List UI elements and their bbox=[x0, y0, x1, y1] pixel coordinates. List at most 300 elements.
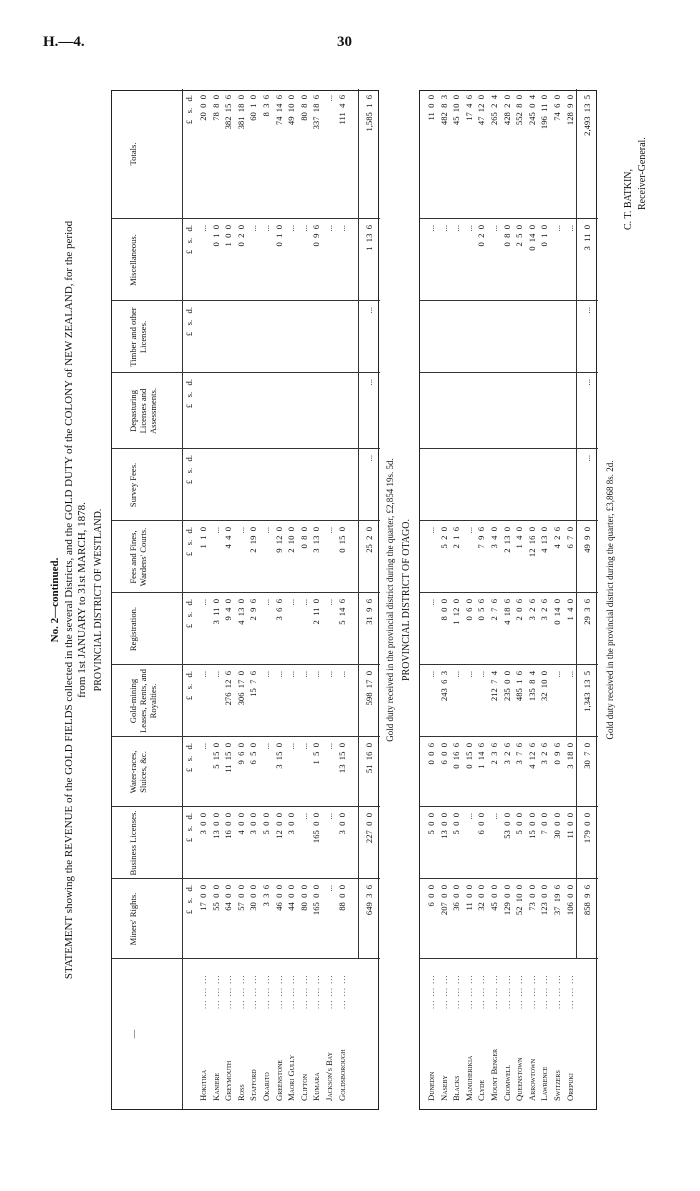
cell-value: 32 10 0 bbox=[539, 671, 550, 702]
cell-value: ... bbox=[210, 527, 221, 534]
cell-value: 11 15 0 bbox=[223, 743, 234, 773]
column-header: Fees and Fines, Wardens' Courts. bbox=[128, 527, 148, 587]
cell-value: ... bbox=[552, 671, 562, 678]
units-label: £ s. d. bbox=[184, 671, 194, 701]
cell-value: 13 15 0 bbox=[336, 743, 347, 774]
cell-value: ... bbox=[261, 671, 271, 678]
leader-dots: ... ... ... bbox=[324, 974, 334, 1009]
cell-value: 128 9 0 bbox=[564, 95, 575, 126]
cell-value: 1 5 0 bbox=[311, 743, 322, 765]
cell-value: ... bbox=[324, 527, 334, 534]
leader-dots: ... ... ... bbox=[526, 974, 537, 1009]
table-row bbox=[248, 89, 258, 1109]
total-value: 227 0 0 bbox=[364, 813, 374, 844]
row-district-name: Kaniere bbox=[210, 1072, 221, 1101]
cell-value: ... bbox=[324, 743, 334, 750]
cell-value: ... bbox=[298, 743, 309, 750]
cell-value: 8 0 0 bbox=[438, 599, 449, 621]
column-header: Survey Fees. bbox=[128, 462, 138, 508]
total-value: 51 16 0 bbox=[364, 743, 374, 774]
cell-value: 2 1 6 bbox=[451, 527, 462, 549]
cell-value: 4 18 6 bbox=[501, 599, 512, 625]
cell-value: 5 14 6 bbox=[336, 599, 347, 625]
cell-value: ... bbox=[235, 527, 246, 534]
cell-value: 6 7 0 bbox=[564, 527, 575, 549]
cell-value: 4 12 6 bbox=[526, 743, 537, 769]
table-row bbox=[464, 89, 474, 1109]
cell-value: 2 19 0 bbox=[248, 527, 259, 553]
cell-value: 0 2 0 bbox=[476, 225, 487, 247]
cell-value: 2 5 0 bbox=[514, 225, 525, 247]
cell-value: 212 7 4 bbox=[489, 671, 499, 702]
cell-value: 11 0 0 bbox=[564, 813, 575, 839]
cell-value: 52 10 0 bbox=[514, 885, 525, 916]
cell-value: 3 2 6 bbox=[501, 743, 512, 765]
total-value: 1 13 6 bbox=[364, 225, 374, 251]
cell-value: 37 19 6 bbox=[552, 885, 562, 916]
cell-value: 1 1 0 bbox=[198, 527, 208, 549]
cell-value: 13 0 0 bbox=[210, 813, 221, 839]
cell-value: 135 8 4 bbox=[526, 671, 537, 702]
cell-value: ... bbox=[198, 671, 208, 678]
row-district-name: Clyde bbox=[476, 1079, 487, 1101]
cell-value: ... bbox=[336, 671, 347, 678]
cell-value: 11 0 0 bbox=[426, 95, 436, 121]
units-label: £ s. d. bbox=[184, 95, 194, 125]
column-header: Depasturing Licenses and Assessments. bbox=[128, 387, 158, 435]
total-value: 1,343 13 5 bbox=[582, 671, 592, 712]
row-district-name: Naseby bbox=[438, 1075, 449, 1101]
cell-value: 3 6 6 bbox=[273, 599, 284, 621]
table-row bbox=[198, 89, 208, 1109]
cell-value: 0 9 6 bbox=[311, 225, 322, 247]
cell-value: 0 2 0 bbox=[235, 225, 246, 247]
total-value: ... bbox=[364, 379, 374, 386]
leader-dots: ... ... ... bbox=[210, 974, 221, 1009]
leader-dots: ... ... ... bbox=[501, 974, 512, 1009]
table-row bbox=[565, 89, 575, 1109]
cell-value: 4 4 0 bbox=[223, 527, 234, 549]
totals-row bbox=[582, 89, 592, 1109]
cell-value: ... bbox=[463, 671, 474, 678]
leader-dots: ... ... ... bbox=[286, 974, 297, 1009]
cell-value: 45 0 0 bbox=[489, 885, 499, 911]
cell-value: 7 9 6 bbox=[476, 527, 487, 549]
leader-dots: ... ... ... bbox=[298, 974, 309, 1009]
cell-value: 5 15 0 bbox=[210, 743, 221, 769]
cell-value: ... bbox=[438, 225, 449, 232]
cell-value: 129 0 0 bbox=[501, 885, 512, 916]
cell-value: ... bbox=[463, 225, 474, 232]
cell-value: 485 1 6 bbox=[514, 671, 525, 702]
page-header-left: H.—4. bbox=[43, 34, 85, 50]
cell-value: 13 0 0 bbox=[438, 813, 449, 839]
cell-value: ... bbox=[324, 95, 334, 102]
leader-dots: ... ... ... bbox=[223, 974, 234, 1009]
otago-title: PROVINCIAL DISTRICT OF OTAGO. bbox=[401, 519, 412, 681]
cell-value: 2 9 6 bbox=[248, 599, 259, 621]
cell-value: 78 8 0 bbox=[210, 95, 221, 121]
leader-dots: ... ... ... bbox=[552, 974, 562, 1009]
cell-value: 3 0 0 bbox=[336, 813, 347, 835]
cell-value: 245 0 4 bbox=[526, 95, 537, 126]
table-row bbox=[426, 89, 436, 1109]
cell-value: ... bbox=[463, 527, 474, 534]
cell-value: 382 15 6 bbox=[223, 95, 234, 130]
units-label: £ s. d. bbox=[184, 599, 194, 629]
cell-value: 0 14 0 bbox=[526, 225, 537, 251]
cell-value: 5 2 0 bbox=[438, 527, 449, 549]
cell-value: 55 0 0 bbox=[210, 885, 221, 911]
cell-value: 20 0 0 bbox=[198, 95, 208, 121]
cell-value: 1 14 6 bbox=[476, 743, 487, 769]
row-district-name: Ross bbox=[235, 1084, 246, 1101]
row-district-name: Maori Gully bbox=[286, 1054, 297, 1101]
cell-value: 12 0 0 bbox=[273, 813, 284, 839]
cell-value: 1 4 0 bbox=[514, 527, 525, 549]
westland-gold-duty: Gold duty received in the provincial district during the quarter, £2,854 19s. 5d. bbox=[385, 458, 395, 742]
total-value: 649 3 6 bbox=[364, 885, 374, 916]
cell-value: 207 0 0 bbox=[438, 885, 449, 916]
cell-value: 2 7 6 bbox=[489, 599, 499, 621]
cell-value: 0 8 0 bbox=[501, 225, 512, 247]
cell-value: 3 7 6 bbox=[514, 743, 525, 765]
total-value: 31 9 6 bbox=[364, 599, 374, 625]
cell-value: ... bbox=[552, 225, 562, 232]
units-label: £ s. d. bbox=[184, 885, 194, 915]
leader-dots: ... ... ... bbox=[514, 974, 525, 1009]
total-value: 179 0 0 bbox=[582, 813, 592, 844]
cell-value: ... bbox=[451, 671, 462, 678]
cell-value: 15 0 0 bbox=[526, 813, 537, 839]
cell-value: 3 0 0 bbox=[248, 813, 259, 835]
cell-value: 0 15 0 bbox=[336, 527, 347, 553]
cell-value: 36 0 0 bbox=[451, 885, 462, 911]
totals-row bbox=[364, 89, 374, 1109]
leader-dots: ... ... ... bbox=[539, 974, 550, 1009]
cell-value: 5 0 0 bbox=[261, 813, 271, 835]
cell-value: 0 5 6 bbox=[476, 599, 487, 621]
cell-value: 6 0 0 bbox=[426, 885, 436, 907]
units-label: £ s. d. bbox=[184, 813, 194, 843]
row-district-name: Lawrence bbox=[539, 1066, 550, 1101]
cell-value: 4 13 0 bbox=[235, 599, 246, 625]
cell-value: ... bbox=[198, 743, 208, 750]
cell-value: ... bbox=[261, 527, 271, 534]
cell-value: 106 0 0 bbox=[564, 885, 575, 916]
cell-value: 3 11 0 bbox=[210, 599, 221, 625]
cell-value: 265 2 4 bbox=[489, 95, 499, 126]
total-value: ... bbox=[582, 307, 592, 314]
leader-dots: ... ... ... bbox=[489, 974, 499, 1009]
cell-value: ... bbox=[324, 225, 334, 232]
cell-value: 0 1 0 bbox=[539, 225, 550, 247]
table-row bbox=[489, 89, 499, 1109]
cell-value: 4 0 0 bbox=[235, 813, 246, 835]
cell-value: ... bbox=[489, 225, 499, 232]
cell-value: 74 14 6 bbox=[273, 95, 284, 126]
cell-value: 80 8 0 bbox=[298, 95, 309, 121]
leader-dots: ... ... ... bbox=[451, 974, 462, 1009]
table-row bbox=[451, 89, 461, 1109]
cell-value: ... bbox=[261, 743, 271, 750]
cell-value: 196 11 0 bbox=[539, 95, 550, 130]
cell-value: 2 13 0 bbox=[501, 527, 512, 553]
statement-title-line2: from 1st JANUARY to 31st MARCH, 1878. bbox=[76, 502, 88, 698]
leader-dots: ... ... ... bbox=[273, 974, 284, 1009]
units-label: £ s. d. bbox=[184, 225, 194, 255]
column-header: Registration. bbox=[128, 606, 138, 652]
cell-value: 60 1 0 bbox=[248, 95, 259, 121]
table-row bbox=[514, 89, 524, 1109]
cell-value: 428 2 0 bbox=[501, 95, 512, 126]
table-row bbox=[211, 89, 221, 1109]
table-row bbox=[324, 89, 334, 1109]
cell-value: ... bbox=[286, 225, 297, 232]
row-district-name: Greymouth bbox=[223, 1060, 234, 1101]
cell-value: 0 1 0 bbox=[273, 225, 284, 247]
cell-value: ... bbox=[248, 225, 259, 232]
column-header: — bbox=[128, 1029, 138, 1039]
cell-value: 337 18 6 bbox=[311, 95, 322, 130]
total-value: 49 9 0 bbox=[582, 527, 592, 553]
row-district-name: Okarito bbox=[261, 1072, 271, 1101]
units-label: £ s. d. bbox=[184, 307, 194, 337]
leader-dots: ... ... ... bbox=[476, 974, 487, 1009]
units-label: £ s. d. bbox=[184, 527, 194, 557]
table-row bbox=[502, 89, 512, 1109]
row-district-name: Kumara bbox=[311, 1072, 322, 1101]
cell-value: 3 2 6 bbox=[539, 743, 550, 765]
cell-value: 3 15 0 bbox=[273, 743, 284, 769]
leader-dots: ... ... ... bbox=[198, 974, 208, 1009]
cell-value: 0 15 0 bbox=[463, 743, 474, 769]
cell-value: 3 0 0 bbox=[286, 813, 297, 835]
signature-title: Receiver-General. bbox=[637, 137, 648, 210]
total-value: 25 2 0 bbox=[364, 527, 374, 553]
cell-value: ... bbox=[311, 671, 322, 678]
cell-value: 6 0 0 bbox=[438, 743, 449, 765]
total-value: 2,493 13 5 bbox=[582, 95, 592, 136]
table-row bbox=[261, 89, 271, 1109]
row-district-name: Goldsborough bbox=[336, 1049, 347, 1101]
row-district-name: Clifton bbox=[298, 1074, 309, 1101]
table-row bbox=[274, 89, 284, 1109]
table-row bbox=[286, 89, 296, 1109]
westland-table bbox=[111, 90, 379, 1110]
table-number: No. 2—continued. bbox=[49, 557, 61, 643]
total-value: ... bbox=[582, 379, 592, 386]
cell-value: 32 0 0 bbox=[476, 885, 487, 911]
cell-value: ... bbox=[564, 671, 575, 678]
cell-value: 64 0 0 bbox=[223, 885, 234, 911]
table-row bbox=[299, 89, 309, 1109]
cell-value: ... bbox=[426, 527, 436, 534]
otago-gold-duty: Gold duty received in the provincial district during the quarter, £3,868 8s. 2d. bbox=[605, 460, 615, 740]
row-district-name: Arrowtown bbox=[526, 1058, 537, 1101]
column-header: Miscellaneous. bbox=[128, 234, 138, 286]
cell-value: ... bbox=[564, 225, 575, 232]
cell-value: 9 12 0 bbox=[273, 527, 284, 553]
cell-value: ... bbox=[324, 671, 334, 678]
table-row bbox=[527, 89, 537, 1109]
total-value: ... bbox=[582, 455, 592, 462]
row-district-name: Blacks bbox=[451, 1075, 462, 1101]
row-district-name: Switzers bbox=[552, 1070, 562, 1101]
cell-value: ... bbox=[298, 225, 309, 232]
cell-value: 0 14 0 bbox=[552, 599, 562, 625]
table-row bbox=[439, 89, 449, 1109]
units-label: £ s. d. bbox=[184, 455, 194, 485]
cell-value: ... bbox=[476, 671, 487, 678]
cell-value: 0 16 6 bbox=[451, 743, 462, 769]
cell-value: ... bbox=[298, 671, 309, 678]
table-row bbox=[311, 89, 321, 1109]
cell-value: 1 4 0 bbox=[564, 599, 575, 621]
row-district-name: Manuherikia bbox=[463, 1055, 474, 1101]
table-row bbox=[337, 89, 347, 1109]
total-value: 598 17 0 bbox=[364, 671, 374, 706]
cell-value: 74 6 0 bbox=[552, 95, 562, 121]
cell-value: 0 9 6 bbox=[552, 743, 562, 765]
cell-value: 8 3 6 bbox=[261, 95, 271, 117]
cell-value: ... bbox=[286, 743, 297, 750]
cell-value: 0 1 0 bbox=[210, 225, 221, 247]
rotated-table-page bbox=[45, 90, 665, 1110]
total-value: ... bbox=[364, 307, 374, 314]
units-label: £ s. d. bbox=[184, 379, 194, 409]
cell-value: ... bbox=[198, 225, 208, 232]
leader-dots: ... ... ... bbox=[564, 974, 575, 1009]
column-header: Timber and other Licenses. bbox=[128, 307, 148, 367]
cell-value: 53 0 0 bbox=[501, 813, 512, 839]
cell-value: ... bbox=[324, 813, 334, 820]
cell-value: ... bbox=[286, 671, 297, 678]
cell-value: ... bbox=[426, 225, 436, 232]
page-number: 30 bbox=[337, 34, 352, 50]
table-row bbox=[539, 89, 549, 1109]
cell-value: 17 4 6 bbox=[463, 95, 474, 121]
cell-value: ... bbox=[261, 599, 271, 606]
cell-value: 4 2 6 bbox=[552, 527, 562, 549]
row-district-name: Dunedin bbox=[426, 1071, 436, 1101]
cell-value: 88 0 0 bbox=[336, 885, 347, 911]
total-value: 30 7 0 bbox=[582, 743, 592, 769]
leader-dots: ... ... ... bbox=[463, 974, 474, 1009]
cell-value: 3 0 0 bbox=[198, 813, 208, 835]
table-row bbox=[236, 89, 246, 1109]
cell-value: 46 0 0 bbox=[273, 885, 284, 911]
row-district-name: Hokitika bbox=[198, 1069, 208, 1101]
cell-value: 57 0 0 bbox=[235, 885, 246, 911]
cell-value: 80 0 0 bbox=[298, 885, 309, 911]
table-row bbox=[223, 89, 233, 1109]
cell-value: 0 8 0 bbox=[298, 527, 309, 549]
cell-value: ... bbox=[210, 671, 221, 678]
cell-value: ... bbox=[198, 599, 208, 606]
cell-value: ... bbox=[336, 225, 347, 232]
column-header: Gold-mining Leases, Rents, and Royalties. bbox=[128, 669, 158, 733]
leader-dots: ... ... ... bbox=[248, 974, 259, 1009]
leader-dots: ... ... ... bbox=[438, 974, 449, 1009]
cell-value: 306 17 0 bbox=[235, 671, 246, 706]
leader-dots: ... ... ... bbox=[311, 974, 322, 1009]
cell-value: 11 0 0 bbox=[463, 885, 474, 911]
total-value: 858 9 6 bbox=[582, 885, 592, 916]
cell-value: ... bbox=[451, 225, 462, 232]
cell-value: ... bbox=[273, 671, 284, 678]
cell-value: ... bbox=[489, 813, 499, 820]
cell-value: 4 13 0 bbox=[539, 527, 550, 553]
column-header: Miners' Rights. bbox=[128, 892, 138, 946]
row-district-name: Greenstone bbox=[273, 1059, 284, 1101]
cell-value: 5 0 0 bbox=[426, 813, 436, 835]
cell-value: ... bbox=[261, 225, 271, 232]
table-row bbox=[476, 89, 486, 1109]
total-value: 1,585 1 6 bbox=[364, 95, 374, 132]
cell-value: ... bbox=[324, 885, 334, 892]
cell-value: ... bbox=[426, 599, 436, 606]
cell-value: 5 0 0 bbox=[514, 813, 525, 835]
header-rule bbox=[182, 89, 183, 1109]
cell-value: 1 12 0 bbox=[451, 599, 462, 625]
cell-value: 30 0 0 bbox=[248, 885, 259, 911]
row-district-name: Queenstown bbox=[514, 1057, 525, 1101]
otago-table bbox=[419, 90, 597, 1110]
total-value: ... bbox=[364, 455, 374, 462]
row-district-name: Stafford bbox=[248, 1069, 259, 1101]
units-label: £ s. d. bbox=[184, 743, 194, 773]
cell-value: 45 10 0 bbox=[451, 95, 462, 126]
cell-value: 9 4 0 bbox=[223, 599, 234, 621]
cell-value: 12 16 0 bbox=[526, 527, 537, 558]
cell-value: 0 6 0 bbox=[463, 599, 474, 621]
cell-value: 1 0 0 bbox=[223, 225, 234, 247]
cell-value: 482 8 3 bbox=[438, 95, 449, 126]
row-district-name: Orepuki bbox=[564, 1073, 575, 1101]
totals-rule bbox=[576, 89, 577, 959]
cell-value: 16 0 0 bbox=[223, 813, 234, 839]
cell-value: 3 2 6 bbox=[526, 599, 537, 621]
cell-value: 7 0 0 bbox=[539, 813, 550, 835]
table-row bbox=[552, 89, 562, 1109]
statement-title-line1: STATEMENT showing the REVENUE of the GOLD FIELDS collected in the several Districts, and the GOLD DUTY of the COLONY of NEW ZEALAND, for the period bbox=[63, 220, 75, 980]
cell-value: 3 13 0 bbox=[311, 527, 322, 553]
cell-value: 2 11 0 bbox=[311, 599, 322, 625]
column-header: Business Licenses. bbox=[128, 810, 138, 876]
cell-value: 15 7 6 bbox=[248, 671, 259, 697]
cell-value: 111 4 6 bbox=[336, 95, 347, 125]
cell-value: 243 6 3 bbox=[438, 671, 449, 702]
column-header: Water-races, Sluices, &c. bbox=[128, 750, 148, 794]
cell-value: 123 0 0 bbox=[539, 885, 550, 916]
leader-dots: ... ... ... bbox=[261, 974, 271, 1009]
westland-title: PROVINCIAL DISTRICT OF WESTLAND. bbox=[93, 508, 104, 692]
row-district-name: Mount Benger bbox=[489, 1048, 499, 1101]
cell-value: 2 10 0 bbox=[286, 527, 297, 553]
totals-rule bbox=[358, 89, 359, 959]
cell-value: 49 10 0 bbox=[286, 95, 297, 126]
cell-value: 47 12 0 bbox=[476, 95, 487, 126]
cell-value: 2 3 6 bbox=[489, 743, 499, 765]
cell-value: ... bbox=[426, 671, 436, 678]
cell-value: 381 18 0 bbox=[235, 95, 246, 130]
cell-value: 3 4 0 bbox=[489, 527, 499, 549]
cell-value: 6 0 0 bbox=[476, 813, 487, 835]
cell-value: 44 0 0 bbox=[286, 885, 297, 911]
row-district-name: Cromwell bbox=[501, 1064, 512, 1101]
cell-value: 3 18 0 bbox=[564, 743, 575, 769]
